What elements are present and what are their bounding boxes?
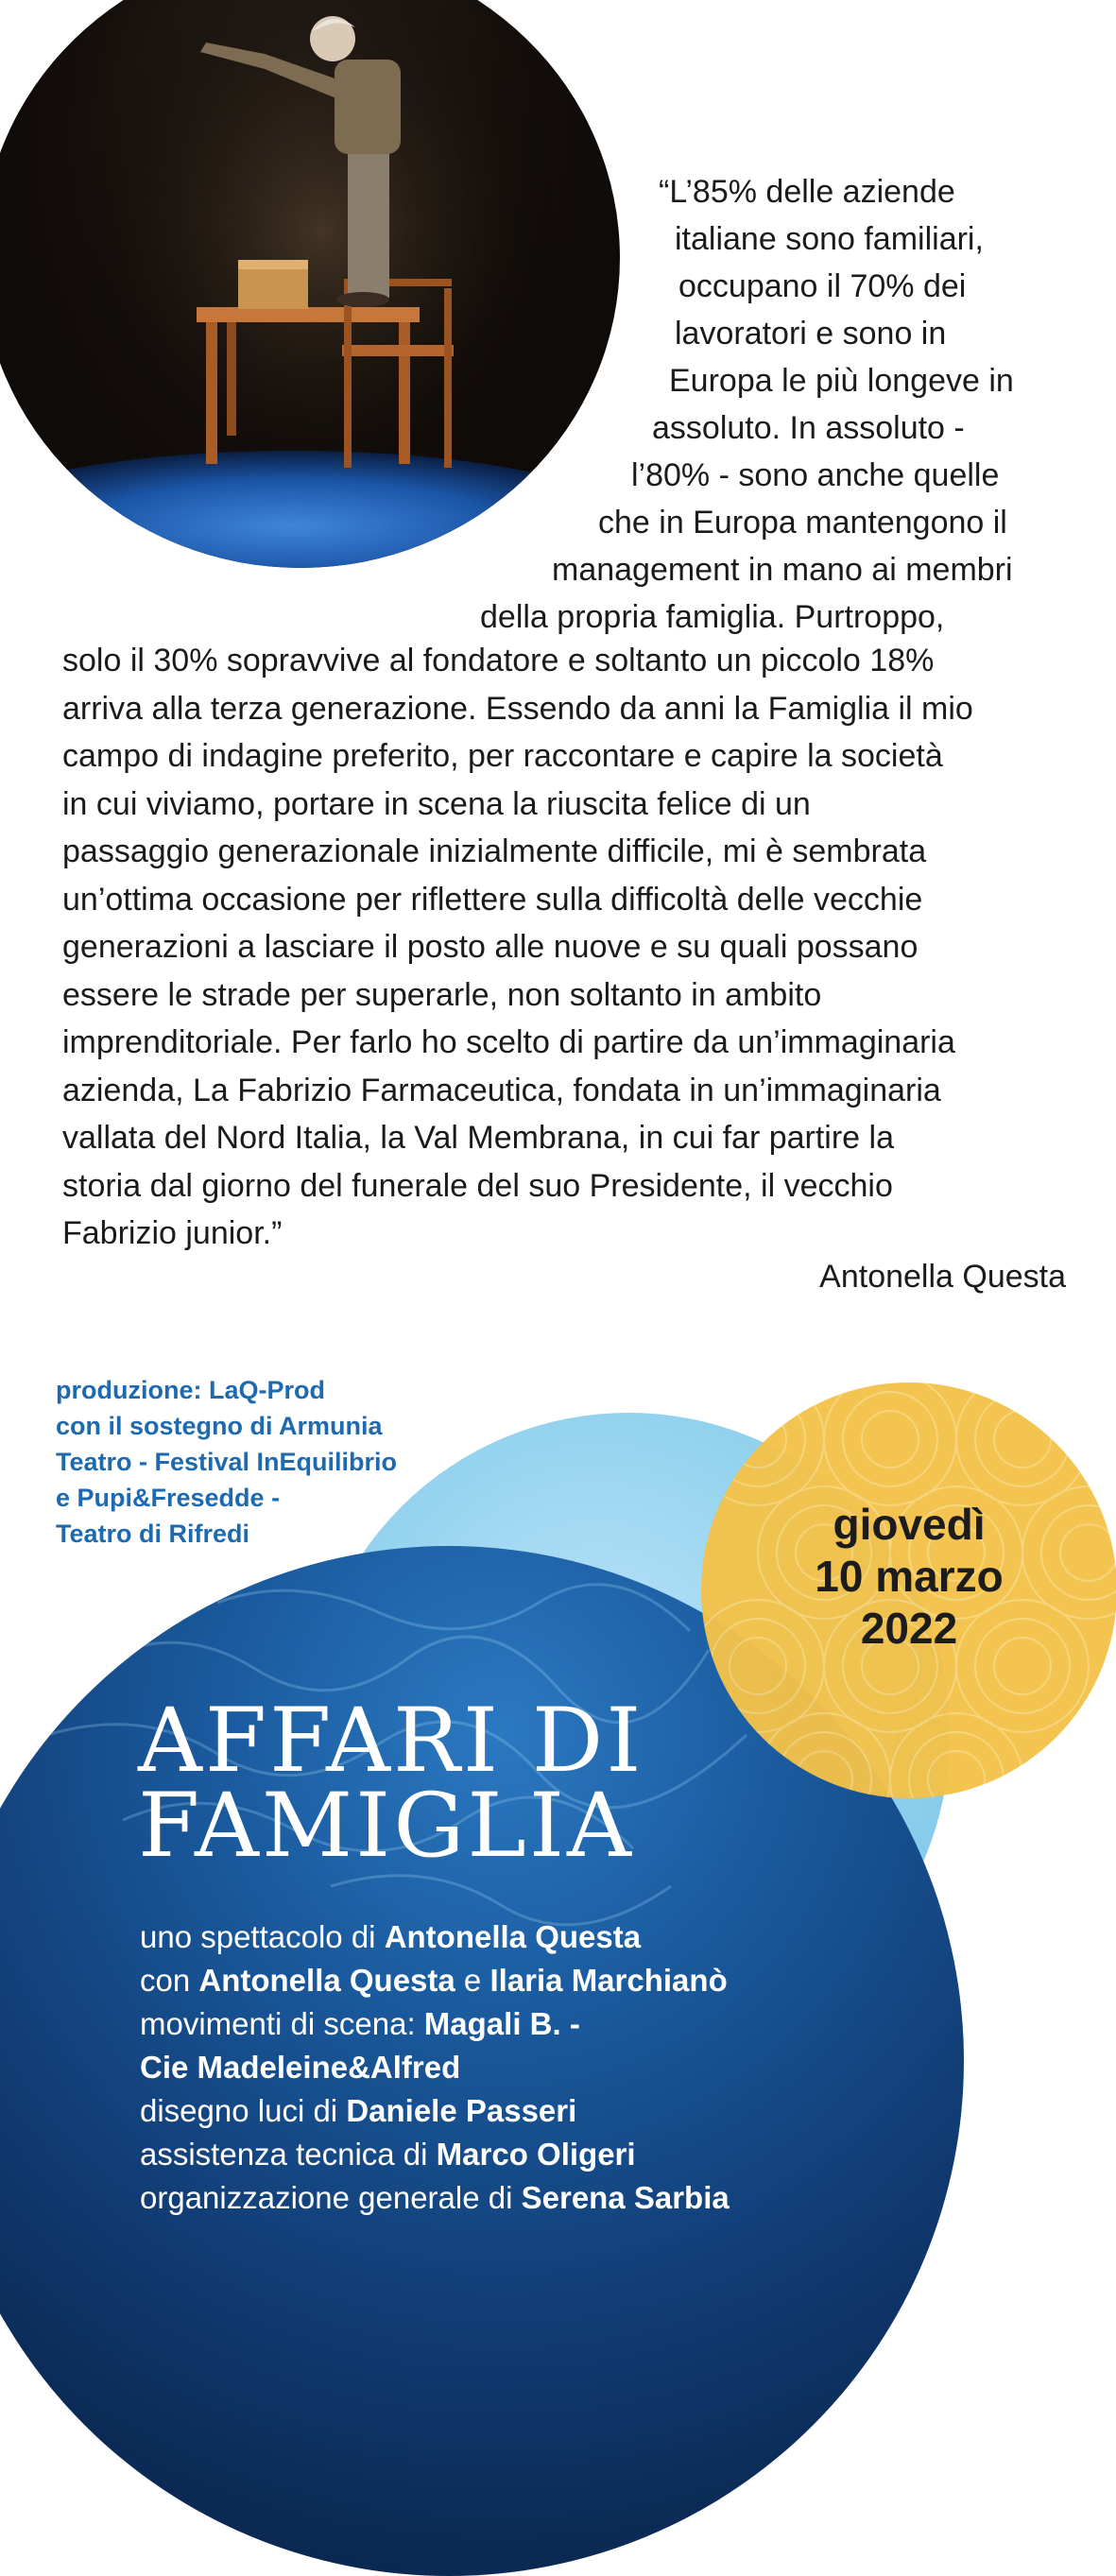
quote-line: lavoratori e sono in	[675, 316, 947, 352]
credit-line	[140, 1959, 730, 2002]
date-day-month: 10 marzo	[815, 1552, 1004, 1601]
quote-line: essere le strade per superarle, non soltanto in ambito	[62, 976, 822, 1013]
quote-line: solo il 30% sopravvive al fondatore e soltanto un piccolo 18%	[62, 643, 935, 678]
quote-line: generazioni a lasciare il posto alle nuove e su quali possano	[62, 929, 919, 965]
quote-line: imprenditoriale. Per farlo ho scelto di partire da un’immaginaria	[62, 1024, 955, 1060]
event-date	[701, 1499, 1116, 1655]
credit-person: Antonella Questa	[198, 1963, 455, 1998]
quote-line: che in Europa mantengono il	[598, 505, 1007, 541]
credit-person: Magali B. -	[423, 2006, 580, 2041]
quote-line: campo di indagine preferito, per raccontare e capire la società	[62, 738, 943, 774]
quote-line: arriva alla terza generazione. Essendo da anni la Famiglia il mio	[62, 690, 973, 727]
quote-line: passaggio generazionale inizialmente difficile, mi è sembrata	[62, 833, 927, 869]
credit-role: movimenti di scena:	[140, 2006, 424, 2041]
stage-scene-illustration	[0, 0, 620, 568]
credit-person: Cie Madeleine&Alfred	[140, 2050, 461, 2085]
title-line: AFFARI DI	[138, 1690, 644, 1793]
credit-person: Daniele Passeri	[346, 2093, 577, 2128]
quote-line: vallata del Nord Italia, la Val Membrana, in cui far partire la	[62, 1120, 894, 1156]
quote-line: storia dal giorno del funerale del suo Presidente, il vecchio	[62, 1167, 893, 1204]
quote-line: l’80% - sono anche quelle	[631, 457, 1000, 493]
credit-person: Ilaria Marchianò	[489, 1963, 728, 1998]
quote-line: assoluto. In assoluto -	[652, 410, 965, 446]
production-line: con il sostegno di Armunia	[56, 1412, 383, 1440]
credit-role: e	[455, 1963, 490, 1998]
stage-photo	[0, 0, 620, 568]
quote-line: un’ottima occasione per riflettere sulla difficoltà delle vecchie	[62, 881, 923, 918]
quote-line: italiane sono familiari,	[675, 221, 984, 257]
credit-role: uno spettacolo di	[140, 1919, 385, 1954]
credit-person: Antonella Questa	[384, 1919, 642, 1954]
credit-role: assistenza tecnica di	[140, 2137, 437, 2172]
production-line: e Pupi&Fresedde -	[56, 1484, 281, 1512]
credit-person: Marco Oligeri	[436, 2137, 636, 2172]
cast-credits	[140, 1915, 730, 2220]
date-year: 2022	[860, 1604, 958, 1653]
credit-line	[140, 2089, 730, 2133]
quote-body	[62, 637, 1083, 1258]
show-title	[138, 1690, 644, 1878]
quote-line: Fabrizio junior.”	[62, 1215, 283, 1251]
credit-line	[140, 2002, 730, 2046]
title-line: FAMIGLIA	[138, 1775, 634, 1878]
quote-line: della propria famiglia. Purtroppo,	[480, 599, 945, 635]
credit-person: Serena Sarbia	[521, 2180, 730, 2215]
quote-line: azienda, La Fabrizio Farmaceutica, fondata in un’immaginaria	[62, 1072, 941, 1108]
quote-line: in cui viviamo, portare in scena la riuscita felice di un	[62, 785, 811, 822]
date-weekday: giovedì	[833, 1500, 986, 1549]
production-line: produzione: LaQ-Prod	[56, 1376, 325, 1404]
quote-author: Antonella Questa	[819, 1259, 1066, 1295]
quote-line: Europa le più longeve in	[669, 363, 1014, 399]
production-line: Teatro di Rifredi	[56, 1520, 250, 1548]
production-line: Teatro - Festival InEquilibrio	[56, 1448, 398, 1476]
credit-role: con	[140, 1963, 199, 1998]
quote-line: “L’85% delle aziende	[659, 174, 955, 210]
credit-line	[140, 1915, 730, 1959]
quote-line: management in mano ai membri	[552, 552, 1013, 588]
credit-line	[140, 2133, 730, 2176]
production-credits	[56, 1372, 397, 1552]
credit-line	[140, 2046, 730, 2089]
credit-line	[140, 2176, 730, 2220]
quote-line: occupano il 70% dei	[678, 268, 967, 304]
credit-role: disegno luci di	[140, 2093, 347, 2128]
credit-role: organizzazione generale di	[140, 2180, 522, 2215]
